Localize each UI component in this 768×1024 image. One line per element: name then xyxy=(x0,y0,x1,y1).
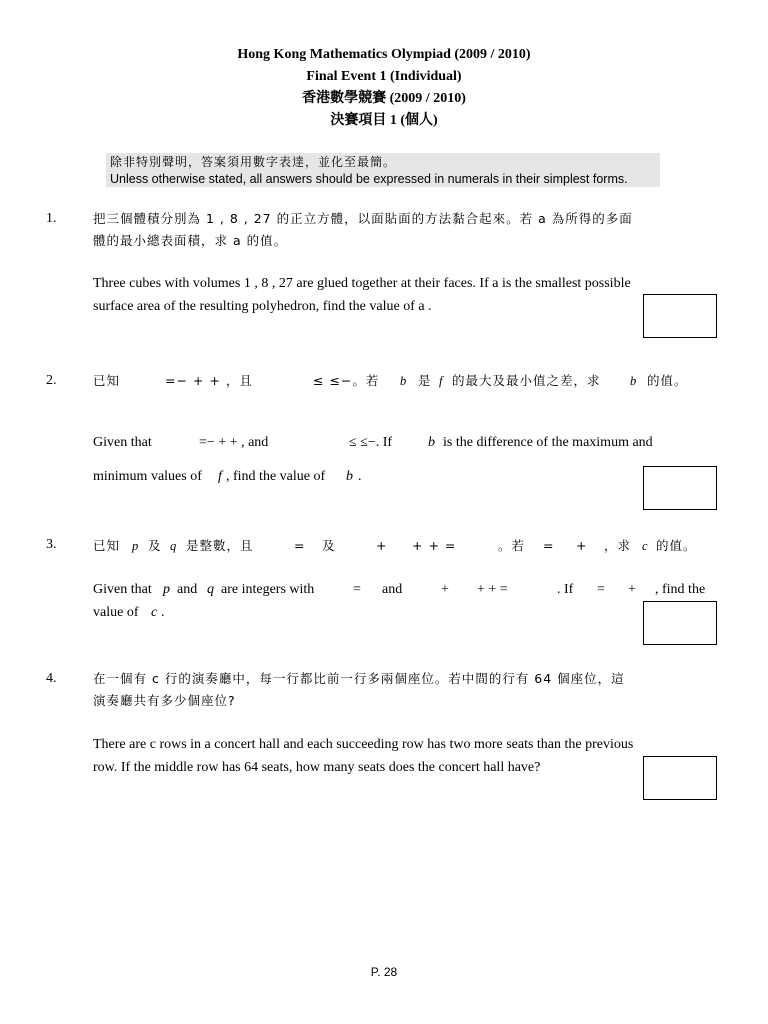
answer-box[interactable] xyxy=(643,601,717,645)
question-text-en: . If xyxy=(557,582,574,597)
question-text-zh: 在一個有 c 行的演奏廳中，每一行都比前一行多兩個座位。若中間的行有 64 個座位，這 xyxy=(93,671,625,686)
question-text-zh: + xyxy=(576,538,588,553)
answer-box[interactable] xyxy=(643,466,717,510)
instructions-en: Unless otherwise stated, all answers should be expressed in numerals in their simplest forms. xyxy=(110,172,628,186)
answer-box[interactable] xyxy=(643,756,717,800)
paper-title-zh: 香港數學競賽 (2009 / 2010) xyxy=(302,91,466,106)
question-text-en: , find the xyxy=(655,582,706,597)
question-text-zh: 及 xyxy=(148,538,162,553)
question-text-en: . xyxy=(358,469,362,484)
variable-b: b xyxy=(630,374,638,388)
question-text-en: Three cubes with volumes 1 , 8 , 27 are glued together at their faces. If a is the smallest possible xyxy=(93,276,631,291)
question-text-en: surface area of the resulting polyhedron, find the value of a . xyxy=(93,299,432,314)
question-text-en: and xyxy=(177,582,198,597)
question-text-en: Given that xyxy=(93,582,152,597)
variable-f: f xyxy=(439,374,444,388)
question-text-en: ≤ ≤−. If xyxy=(349,435,393,450)
instructions-box xyxy=(106,153,660,187)
variable-q: q xyxy=(170,539,178,553)
paper-title-en: Hong Kong Mathematics Olympiad (2009 / 2010) xyxy=(237,47,531,62)
variable-q: q xyxy=(207,582,214,597)
question-text-en: + xyxy=(628,582,636,597)
question-text-en: are integers with xyxy=(221,582,315,597)
question-text-zh: = xyxy=(294,538,306,553)
question-text-en: is the difference of the maximum and xyxy=(443,435,653,450)
question-text-en: =− + + , and xyxy=(199,435,269,450)
question-text-zh: 的最大及最小值之差，求 xyxy=(452,373,601,388)
question-text-zh: 已知 xyxy=(93,373,121,388)
variable-b: b xyxy=(346,469,353,484)
question-number: 2. xyxy=(46,373,57,388)
question-text-zh: + + = xyxy=(412,538,457,553)
question-text-zh: 演奏廳共有多少個座位? xyxy=(93,693,236,708)
question-text-en: , find the value of xyxy=(226,469,326,484)
question-text-zh: ，求 xyxy=(604,538,632,553)
question-text-zh: 的值。 xyxy=(656,538,697,553)
question-text-zh: 是整數，且 xyxy=(186,538,254,553)
variable-c: c xyxy=(642,539,649,553)
question-text-en: and xyxy=(382,582,403,597)
question-text-en: = xyxy=(353,582,361,597)
question-text-zh: 已知 xyxy=(93,538,121,553)
question-text-en: minimum values of xyxy=(93,469,202,484)
question-text-zh: 。若 xyxy=(498,538,526,553)
question-text-zh: ≤ ≤−。若 xyxy=(313,373,380,388)
variable-b: b xyxy=(428,435,435,450)
question-text-zh: 及 xyxy=(322,538,336,553)
variable-f: f xyxy=(218,469,222,484)
question-text-en: + + = xyxy=(477,582,508,597)
question-text-en: There are c rows in a concert hall and each succeeding row has two more seats than the previous xyxy=(93,737,634,752)
variable-b: b xyxy=(400,374,408,388)
instructions-zh: 除非特別聲明，答案須用數字表達，並化至最簡。 xyxy=(110,155,397,169)
question-text-en: + xyxy=(441,582,449,597)
question-text-zh: = xyxy=(543,538,555,553)
question-text-zh: 的值。 xyxy=(647,373,688,388)
question-text-en: . xyxy=(161,605,165,620)
variable-c: c xyxy=(151,605,158,620)
question-text-en: row. If the middle row has 64 seats, how many seats does the concert hall have? xyxy=(93,760,541,775)
page-number: P. 28 xyxy=(370,965,398,979)
question-text-en: value of xyxy=(93,605,139,620)
question-text-en: = xyxy=(597,582,605,597)
question-text-zh: + xyxy=(376,538,388,553)
question-text-zh: 把三個體積分別為 1 , 8 , 27 的正立方體，以面貼面的方法黏合起來。若 a 為所得的多面 xyxy=(93,211,633,226)
question-number: 3. xyxy=(46,537,57,552)
event-title-en: Final Event 1 (Individual) xyxy=(306,69,462,84)
question-number: 1. xyxy=(46,211,57,226)
event-title-zh: 決賽項目 1 (個人) xyxy=(330,113,438,128)
variable-p: p xyxy=(132,539,140,553)
question-number: 4. xyxy=(46,671,57,686)
variable-p: p xyxy=(163,582,170,597)
question-text-zh: 體的最小總表面積，求 a 的值。 xyxy=(93,233,288,248)
question-text-zh: =− + + ，且 xyxy=(165,373,253,388)
answer-box[interactable] xyxy=(643,294,717,338)
question-text-zh: 是 xyxy=(418,373,432,388)
question-text-en: Given that xyxy=(93,435,152,450)
